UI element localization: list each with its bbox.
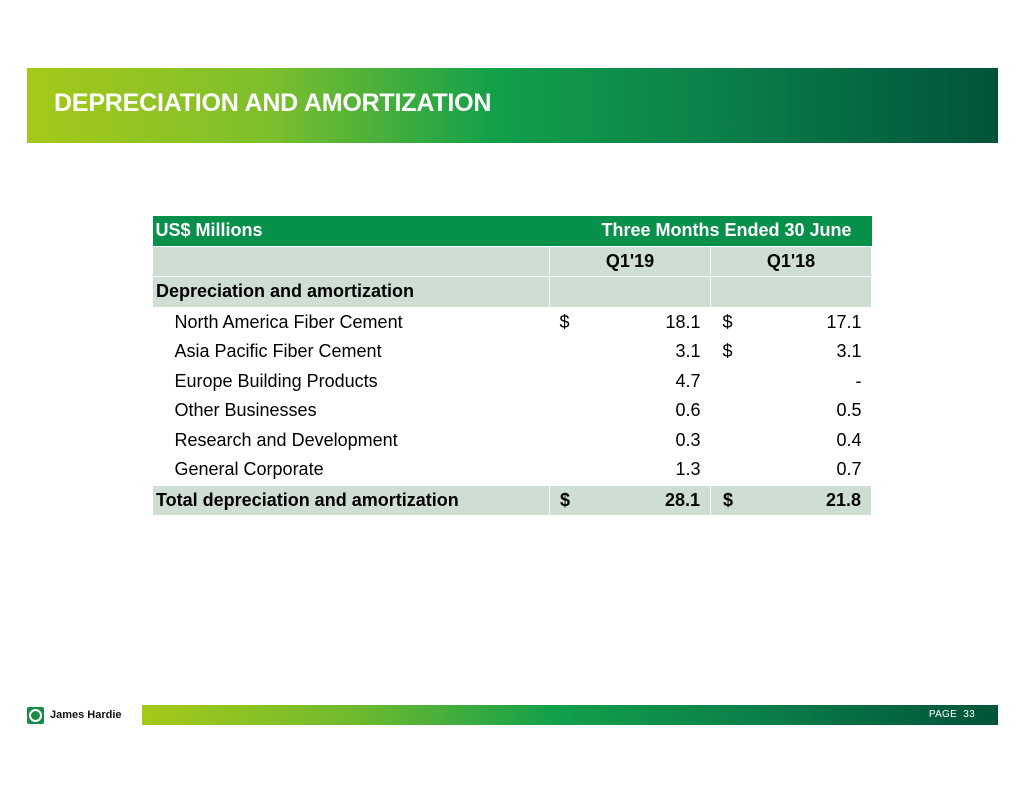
- value-q1-19: [550, 426, 711, 456]
- row-label: Other Businesses: [174, 400, 317, 421]
- table-row: [153, 337, 872, 367]
- logo-icon: [27, 707, 44, 724]
- column-header-blank: [153, 246, 550, 277]
- currency-symbol: $: [722, 311, 733, 332]
- table-row: [153, 367, 872, 397]
- table-row: [153, 307, 872, 337]
- value: 18.1: [665, 311, 701, 332]
- unit-label: US$ Millions: [153, 216, 550, 246]
- table-row: [153, 396, 872, 426]
- row-label: Europe Building Products: [174, 370, 378, 391]
- james-hardie-logo: [27, 705, 122, 725]
- period-label: Three Months Ended 30 June: [550, 216, 872, 246]
- value-q1-19: [550, 367, 711, 397]
- value-q1-19: [550, 455, 711, 485]
- currency-symbol: $: [560, 489, 571, 510]
- page-number-value: 33: [963, 709, 975, 720]
- value: 0.6: [675, 400, 701, 421]
- row-label: Asia Pacific Fiber Cement: [174, 341, 382, 362]
- footer-bar: [142, 705, 998, 725]
- page-label: PAGE: [928, 709, 958, 720]
- value-q1-18: [711, 307, 872, 337]
- table-row: [153, 455, 872, 485]
- total-label: Total depreciation and amortization: [153, 485, 550, 516]
- column-header-q1-19: Q1'19: [550, 246, 711, 277]
- title-banner: [27, 68, 998, 143]
- value: -: [855, 370, 862, 391]
- section-row: [153, 277, 872, 308]
- section-label: Depreciation and amortization: [153, 277, 550, 308]
- currency-symbol: $: [723, 489, 734, 510]
- total-q1-19: [550, 485, 711, 516]
- page-title: DEPRECIATION AND AMORTIZATION: [54, 89, 492, 117]
- value-q1-18: [711, 426, 872, 456]
- value-q1-18: [711, 337, 872, 367]
- value: 21.8: [825, 489, 861, 510]
- column-header-q1-18: Q1'18: [711, 246, 872, 277]
- section-blank-2: [711, 277, 872, 308]
- value-q1-19: [550, 307, 711, 337]
- total-row: [153, 485, 872, 516]
- section-blank-1: [550, 277, 711, 308]
- total-q1-18: [711, 485, 872, 516]
- currency-symbol: $: [722, 341, 733, 362]
- value: 4.7: [675, 370, 701, 391]
- currency-symbol: $: [559, 311, 570, 332]
- value: 0.7: [836, 459, 862, 480]
- table-header-row: [153, 216, 872, 246]
- row-label: North America Fiber Cement: [174, 311, 403, 332]
- value: 0.4: [836, 429, 862, 450]
- value: 3.1: [675, 341, 701, 362]
- value: 3.1: [836, 341, 862, 362]
- value-q1-18: [711, 396, 872, 426]
- value-q1-19: [550, 396, 711, 426]
- page-number: [929, 709, 975, 720]
- row-label: General Corporate: [174, 459, 324, 480]
- value-q1-18: [711, 367, 872, 397]
- value: 0.5: [836, 400, 862, 421]
- depreciation-table: [152, 216, 872, 516]
- column-header-row: [153, 246, 872, 277]
- value: 1.3: [675, 459, 701, 480]
- value: 0.3: [675, 429, 701, 450]
- table-row: [153, 426, 872, 456]
- brand-name: James Hardie: [50, 709, 122, 721]
- value: 17.1: [826, 311, 862, 332]
- value-q1-19: [550, 337, 711, 367]
- value-q1-18: [711, 455, 872, 485]
- value: 28.1: [664, 489, 700, 510]
- row-label: Research and Development: [174, 429, 398, 450]
